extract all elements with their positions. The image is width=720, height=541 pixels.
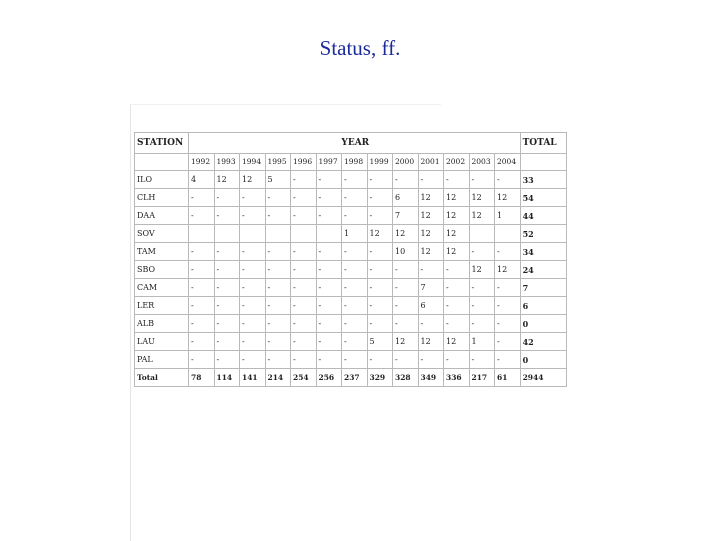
total-header: TOTAL bbox=[520, 133, 567, 154]
value-cell: 7 bbox=[418, 279, 444, 297]
value-cell: - bbox=[444, 351, 470, 369]
table-row bbox=[135, 243, 567, 261]
value-cell: - bbox=[291, 243, 317, 261]
value-cell: - bbox=[367, 351, 393, 369]
value-cell: - bbox=[240, 189, 266, 207]
value-cell: - bbox=[495, 297, 521, 315]
value-cell: - bbox=[418, 351, 444, 369]
station-cell: SBO bbox=[135, 261, 189, 279]
year-total-cell: 336 bbox=[444, 369, 470, 387]
year-label: 1996 bbox=[291, 154, 317, 171]
year-label: 1998 bbox=[342, 154, 368, 171]
value-cell: 12 bbox=[367, 225, 393, 243]
table-row bbox=[135, 261, 567, 279]
value-cell: 4 bbox=[189, 171, 215, 189]
value-cell: 12 bbox=[444, 207, 470, 225]
value-cell: - bbox=[495, 279, 521, 297]
value-cell: 12 bbox=[469, 261, 495, 279]
value-cell: - bbox=[316, 333, 342, 351]
table-row bbox=[135, 279, 567, 297]
value-cell: - bbox=[367, 189, 393, 207]
value-cell: - bbox=[214, 279, 240, 297]
value-cell: - bbox=[444, 315, 470, 333]
total-cell: 54 bbox=[520, 189, 567, 207]
value-cell: 12 bbox=[240, 171, 266, 189]
value-cell: - bbox=[240, 261, 266, 279]
year-label: 1993 bbox=[214, 154, 240, 171]
value-cell: - bbox=[393, 351, 419, 369]
value-cell: - bbox=[342, 333, 368, 351]
value-cell: - bbox=[367, 243, 393, 261]
year-label: 1994 bbox=[240, 154, 266, 171]
value-cell: - bbox=[316, 297, 342, 315]
value-cell: - bbox=[316, 189, 342, 207]
station-cell: SOV bbox=[135, 225, 189, 243]
value-cell: - bbox=[240, 351, 266, 369]
value-cell: - bbox=[495, 333, 521, 351]
total-cell: 52 bbox=[520, 225, 567, 243]
value-cell: - bbox=[214, 315, 240, 333]
value-cell: - bbox=[367, 171, 393, 189]
value-cell: 12 bbox=[469, 189, 495, 207]
value-cell bbox=[240, 225, 266, 243]
value-cell: - bbox=[495, 243, 521, 261]
value-cell: - bbox=[240, 315, 266, 333]
year-total-cell: 61 bbox=[495, 369, 521, 387]
station-cell: TAM bbox=[135, 243, 189, 261]
value-cell: - bbox=[291, 351, 317, 369]
value-cell: - bbox=[342, 351, 368, 369]
value-cell bbox=[214, 225, 240, 243]
value-cell: - bbox=[418, 171, 444, 189]
value-cell: - bbox=[342, 279, 368, 297]
value-cell: - bbox=[418, 315, 444, 333]
value-cell bbox=[265, 225, 291, 243]
station-cell: ILO bbox=[135, 171, 189, 189]
value-cell: - bbox=[367, 261, 393, 279]
value-cell: 5 bbox=[265, 171, 291, 189]
value-cell: - bbox=[469, 243, 495, 261]
value-cell: - bbox=[189, 243, 215, 261]
table-row bbox=[135, 207, 567, 225]
year-label: 1992 bbox=[189, 154, 215, 171]
total-cell: 7 bbox=[520, 279, 567, 297]
value-cell: - bbox=[316, 207, 342, 225]
value-cell: - bbox=[342, 315, 368, 333]
table-row bbox=[135, 171, 567, 189]
value-cell: - bbox=[214, 333, 240, 351]
year-total-cell: 349 bbox=[418, 369, 444, 387]
value-cell: - bbox=[240, 243, 266, 261]
value-cell: - bbox=[265, 297, 291, 315]
value-cell: - bbox=[316, 171, 342, 189]
year-total-cell: 329 bbox=[367, 369, 393, 387]
year-total-cell: 254 bbox=[291, 369, 317, 387]
value-cell: - bbox=[291, 171, 317, 189]
value-cell: - bbox=[291, 189, 317, 207]
value-cell: - bbox=[291, 261, 317, 279]
station-header: STATION bbox=[135, 133, 189, 154]
value-cell: - bbox=[316, 279, 342, 297]
value-cell: 6 bbox=[393, 189, 419, 207]
value-cell: - bbox=[240, 279, 266, 297]
value-cell: - bbox=[316, 243, 342, 261]
value-cell: - bbox=[418, 261, 444, 279]
value-cell: 12 bbox=[418, 225, 444, 243]
value-cell: - bbox=[189, 261, 215, 279]
value-cell: - bbox=[342, 207, 368, 225]
value-cell: - bbox=[189, 207, 215, 225]
value-cell: - bbox=[214, 351, 240, 369]
station-status-table bbox=[134, 132, 567, 387]
table-row bbox=[135, 333, 567, 351]
value-cell: - bbox=[240, 207, 266, 225]
value-cell: 6 bbox=[418, 297, 444, 315]
value-cell: - bbox=[214, 207, 240, 225]
value-cell: 12 bbox=[418, 243, 444, 261]
value-cell: - bbox=[342, 243, 368, 261]
value-cell: - bbox=[291, 279, 317, 297]
value-cell: 12 bbox=[469, 207, 495, 225]
value-cell: - bbox=[444, 261, 470, 279]
value-cell: - bbox=[367, 279, 393, 297]
value-cell: - bbox=[469, 315, 495, 333]
value-cell: - bbox=[291, 207, 317, 225]
value-cell bbox=[495, 225, 521, 243]
total-cell: 44 bbox=[520, 207, 567, 225]
value-cell: - bbox=[265, 261, 291, 279]
year-label: 2004 bbox=[495, 154, 521, 171]
total-cell: 42 bbox=[520, 333, 567, 351]
year-label: 2002 bbox=[444, 154, 470, 171]
value-cell: - bbox=[291, 315, 317, 333]
header-blank-cell bbox=[520, 154, 567, 171]
station-cell: ALB bbox=[135, 315, 189, 333]
value-cell: 12 bbox=[393, 333, 419, 351]
table-row bbox=[135, 189, 567, 207]
year-label: 2000 bbox=[393, 154, 419, 171]
table-row bbox=[135, 225, 567, 243]
value-cell: - bbox=[393, 315, 419, 333]
value-cell: - bbox=[265, 207, 291, 225]
value-cell: - bbox=[367, 297, 393, 315]
year-label: 1999 bbox=[367, 154, 393, 171]
year-total-cell: 328 bbox=[393, 369, 419, 387]
value-cell: - bbox=[189, 297, 215, 315]
value-cell: - bbox=[316, 351, 342, 369]
total-row bbox=[135, 369, 567, 387]
value-cell bbox=[469, 225, 495, 243]
value-cell: 7 bbox=[393, 207, 419, 225]
value-cell: - bbox=[291, 297, 317, 315]
total-cell: 6 bbox=[520, 297, 567, 315]
year-total-cell: 141 bbox=[240, 369, 266, 387]
value-cell: - bbox=[367, 315, 393, 333]
value-cell: - bbox=[393, 261, 419, 279]
value-cell: 12 bbox=[495, 189, 521, 207]
year-label: 2003 bbox=[469, 154, 495, 171]
value-cell: - bbox=[265, 243, 291, 261]
value-cell: 10 bbox=[393, 243, 419, 261]
value-cell: - bbox=[214, 243, 240, 261]
station-cell: PAL bbox=[135, 351, 189, 369]
value-cell: - bbox=[265, 333, 291, 351]
station-cell: LAU bbox=[135, 333, 189, 351]
value-cell: 12 bbox=[393, 225, 419, 243]
value-cell: - bbox=[444, 297, 470, 315]
value-cell: - bbox=[316, 315, 342, 333]
table-row bbox=[135, 297, 567, 315]
station-cell: DAA bbox=[135, 207, 189, 225]
value-cell: 1 bbox=[495, 207, 521, 225]
year-total-cell: 78 bbox=[189, 369, 215, 387]
value-cell: - bbox=[240, 297, 266, 315]
total-row-label: Total bbox=[135, 369, 189, 387]
value-cell: - bbox=[469, 279, 495, 297]
station-cell: CLH bbox=[135, 189, 189, 207]
year-total-cell: 217 bbox=[469, 369, 495, 387]
total-cell: 24 bbox=[520, 261, 567, 279]
value-cell: 12 bbox=[444, 189, 470, 207]
value-cell: - bbox=[240, 333, 266, 351]
value-cell: 12 bbox=[418, 333, 444, 351]
value-cell: 12 bbox=[418, 207, 444, 225]
value-cell: - bbox=[316, 261, 342, 279]
year-total-cell: 237 bbox=[342, 369, 368, 387]
value-cell: 5 bbox=[367, 333, 393, 351]
value-cell: - bbox=[214, 297, 240, 315]
table-header-row bbox=[135, 133, 567, 154]
station-cell: CAM bbox=[135, 279, 189, 297]
value-cell: - bbox=[189, 189, 215, 207]
value-cell: - bbox=[189, 279, 215, 297]
table-row bbox=[135, 315, 567, 333]
year-header: YEAR bbox=[189, 133, 521, 154]
year-total-cell: 114 bbox=[214, 369, 240, 387]
value-cell: - bbox=[469, 297, 495, 315]
value-cell: - bbox=[444, 279, 470, 297]
value-cell: - bbox=[265, 279, 291, 297]
value-cell: - bbox=[367, 207, 393, 225]
slide-title: Status, ff. bbox=[319, 36, 401, 60]
value-cell: - bbox=[495, 171, 521, 189]
value-cell: 12 bbox=[444, 333, 470, 351]
grand-total-cell: 2944 bbox=[520, 369, 567, 387]
value-cell: - bbox=[189, 351, 215, 369]
value-cell: - bbox=[342, 189, 368, 207]
total-cell: 0 bbox=[520, 351, 567, 369]
total-cell: 0 bbox=[520, 315, 567, 333]
year-label: 1997 bbox=[316, 154, 342, 171]
year-total-cell: 256 bbox=[316, 369, 342, 387]
header-blank-cell bbox=[135, 154, 189, 171]
value-cell: - bbox=[342, 261, 368, 279]
value-cell: 12 bbox=[444, 243, 470, 261]
value-cell: - bbox=[469, 171, 495, 189]
value-cell: - bbox=[189, 333, 215, 351]
year-labels-row bbox=[135, 154, 567, 171]
year-total-cell: 214 bbox=[265, 369, 291, 387]
table-body bbox=[135, 171, 567, 387]
value-cell: - bbox=[265, 315, 291, 333]
year-label: 1995 bbox=[265, 154, 291, 171]
value-cell: - bbox=[214, 261, 240, 279]
station-cell: LER bbox=[135, 297, 189, 315]
value-cell: 12 bbox=[495, 261, 521, 279]
value-cell: 1 bbox=[469, 333, 495, 351]
value-cell: - bbox=[495, 351, 521, 369]
value-cell: - bbox=[393, 171, 419, 189]
value-cell: 12 bbox=[418, 189, 444, 207]
value-cell: - bbox=[189, 315, 215, 333]
table-row bbox=[135, 351, 567, 369]
value-cell: 1 bbox=[342, 225, 368, 243]
value-cell: 12 bbox=[444, 225, 470, 243]
total-cell: 34 bbox=[520, 243, 567, 261]
value-cell: 12 bbox=[214, 171, 240, 189]
value-cell: - bbox=[291, 333, 317, 351]
value-cell: - bbox=[444, 171, 470, 189]
value-cell: - bbox=[342, 171, 368, 189]
value-cell bbox=[189, 225, 215, 243]
value-cell: - bbox=[469, 351, 495, 369]
value-cell: - bbox=[342, 297, 368, 315]
value-cell: - bbox=[393, 279, 419, 297]
value-cell: - bbox=[265, 189, 291, 207]
year-label: 2001 bbox=[418, 154, 444, 171]
value-cell: - bbox=[393, 297, 419, 315]
value-cell: - bbox=[265, 351, 291, 369]
value-cell bbox=[316, 225, 342, 243]
value-cell bbox=[291, 225, 317, 243]
total-cell: 33 bbox=[520, 171, 567, 189]
value-cell: - bbox=[214, 189, 240, 207]
value-cell: - bbox=[495, 315, 521, 333]
